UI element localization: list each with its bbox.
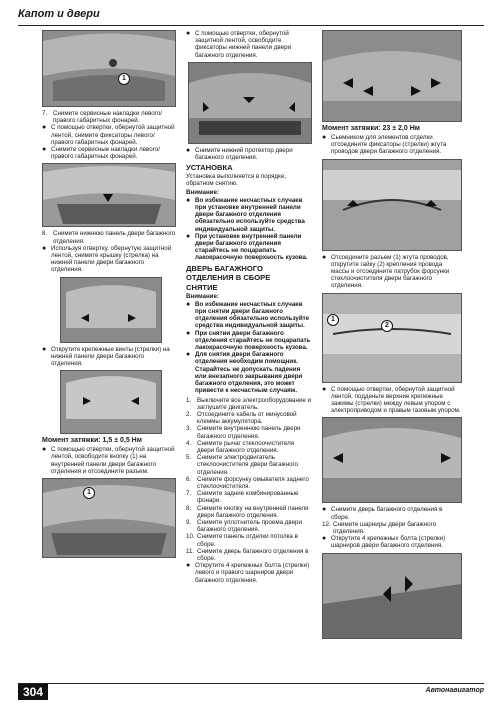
step: 10. Снимите панель отделки потолка в сборе. — [186, 533, 298, 548]
bullet: ● Используя отвертку, обернутую защитной лентой, снимите крышку (стрелка) на нижней панели двери багажного отделения. — [42, 244, 172, 274]
torque-spec: Момент затяжки: 23 ± 2,0 Нм — [322, 125, 420, 132]
bullet: ● Открутите 4 крепежных болта (стрелки) шарниров двери багажного отделения. — [322, 535, 446, 550]
bullet: ● С помощью отвертки, обернутой защитной лентой, освободите кнопку (1) на внутренней панели двери багажного отделения и отсоедините разъем. — [42, 446, 175, 475]
photo-connector-ground-nut — [322, 293, 462, 383]
column-1 — [42, 30, 176, 561]
bullet: ● Отсоедините разъем (1) жгута проводов, открутите гайку (2) крепления провода массы и отсоедините патрубок форсунки стеклоочистителя двери багажного отделения. — [322, 253, 450, 290]
door-assembly-heading: ДВЕРЬ БАГАЖНОГО ОТДЕЛЕНИЯ В СБОРЕ — [186, 263, 271, 282]
warning: ● Во избежание несчастных случаев при снятии двери багажного отделения обязательно используйте средства индивидуальной защиты. — [186, 300, 310, 330]
step: 2. Отсоедините кабель от минусовой клеммы аккумулятора. — [186, 410, 297, 426]
removal-heading: СНЯТИЕ — [186, 282, 218, 292]
install-heading: УСТАНОВКА — [186, 163, 233, 173]
step: 1. Выключите все электрооборудование и заглушите двигатель. — [186, 396, 311, 411]
step-12: 12. Снимите шарниры двери багажного отделения. — [322, 520, 437, 536]
bullet: ● Снимите нижний протектор двери багажного отделения. — [186, 146, 293, 162]
step: 8. Снимите кнопку на внутренней панели двери багажного отделения. — [186, 504, 309, 519]
bullet: ● Снимите дверь багажного отделения в сборе. — [322, 506, 443, 521]
step-8: 8. Снимите нижнюю панель двери багажного отделения. — [42, 230, 176, 245]
column-2 — [186, 30, 312, 584]
page-header — [18, 7, 484, 26]
step: 9. Снимите уплотнитель проема двери багажного отделения. — [186, 518, 302, 534]
warning: ● При установке внутренней панели двери багажного отделения старайтесь не поцарапать лакокрасочную поверхность кузова. — [186, 232, 308, 262]
step: 6. Снимите форсунку омывателя заднего стеклоочистителя. — [186, 475, 309, 490]
bullet: ● Снимите сервисные накладки левого/правого габаритных фонарей. — [42, 146, 160, 161]
footer-rule — [18, 683, 484, 684]
callout-2: 2 — [381, 320, 393, 332]
warning: ● Для снятия двери багажного отделения необходим помощник. Старайтесь не допускать падения или внезапного закрывания двери багажного отделения, это может привести к несчастным случаям. — [186, 351, 303, 395]
column-3 — [322, 30, 462, 642]
attention-label: Внимание: — [186, 188, 219, 196]
section-title: Капот и двери — [18, 8, 100, 20]
bullet: ● С помощью отвертки, обернутой защитной лентой, подденьте верхние крепежные зажимы (стрелки) между левым упором с электроприводом и правым газовым упором. — [322, 385, 461, 415]
photo-lower-panel-cover — [42, 163, 176, 227]
step: 7. Снимите задние комбинированные фонари. — [186, 490, 299, 505]
callout-1: 1 — [327, 314, 339, 326]
photo-hinge-bolts — [322, 30, 462, 122]
publisher-name: Автонавигатор — [425, 687, 484, 694]
callout-1: 1 — [118, 73, 130, 85]
bullet: ● С помощью отвертки, обернутой защитной лентой, освободите фиксаторы нижней панели двери багажного отделения. — [186, 30, 291, 59]
step: 5. Снимите электродвигатель стеклоочистителя двери багажного отделения. — [186, 454, 299, 476]
step-7: 7. Снимите сервисные накладки левого/правого габаритных фонарей. — [42, 110, 162, 125]
page-number: 304 — [18, 684, 48, 700]
bullet: ● Открутите крепежные винты (стрелки) на нижней панели двери багажного отделения. — [42, 345, 170, 368]
photo-button-connector — [42, 478, 176, 558]
bullet: ● Открутите 4 крепежных болта (стрелки) левого и правого шарниров двери багажного отделения. — [186, 562, 310, 584]
step: 4. Снимите рычаг стеклоочистителя двери багажного отделения. — [186, 439, 295, 454]
warning: ● При снятии двери багажного отделения старайтесь не поцарапать лакокрасочную поверхность кузова. — [186, 329, 311, 352]
photo-tail-lamp-trim — [42, 30, 176, 107]
photo-hinge-removal — [322, 553, 462, 639]
photo-upper-clips — [322, 417, 462, 503]
photo-lower-panel-screws — [60, 277, 162, 343]
bullet: ● Сьемником для элементов отделки отсоедините фиксаторы (стрелки) жгута проводов двери багажного отделения. — [322, 134, 447, 156]
bullet: ● С помощью отвертки, обернутой защитной лентой, снимите фиксаторы левого/правого габаритных фонарей. — [42, 124, 175, 146]
step: 11. Снимите дверь багажного отделения в сборе. — [186, 547, 309, 562]
attention-label: Внимание: — [186, 292, 219, 300]
step: 3. Снимите внутреннюю панель двери багажного отделения. — [186, 425, 301, 440]
callout-1: 1 — [83, 487, 95, 499]
torque-spec: Момент затяжки: 1,5 ± 0,5 Нм — [42, 437, 142, 445]
photo-harness-clips — [322, 159, 462, 251]
photo-lower-protector — [188, 62, 312, 144]
install-text: Установка выполняется в порядке, обратном снятию. — [186, 173, 286, 188]
warning: ● Во избежание несчастных случаев при установке внутренней панели двери багажного отделения обязательно используйте средства индивидуальной защиты. — [186, 196, 305, 233]
photo-inner-panel-button — [60, 370, 162, 434]
